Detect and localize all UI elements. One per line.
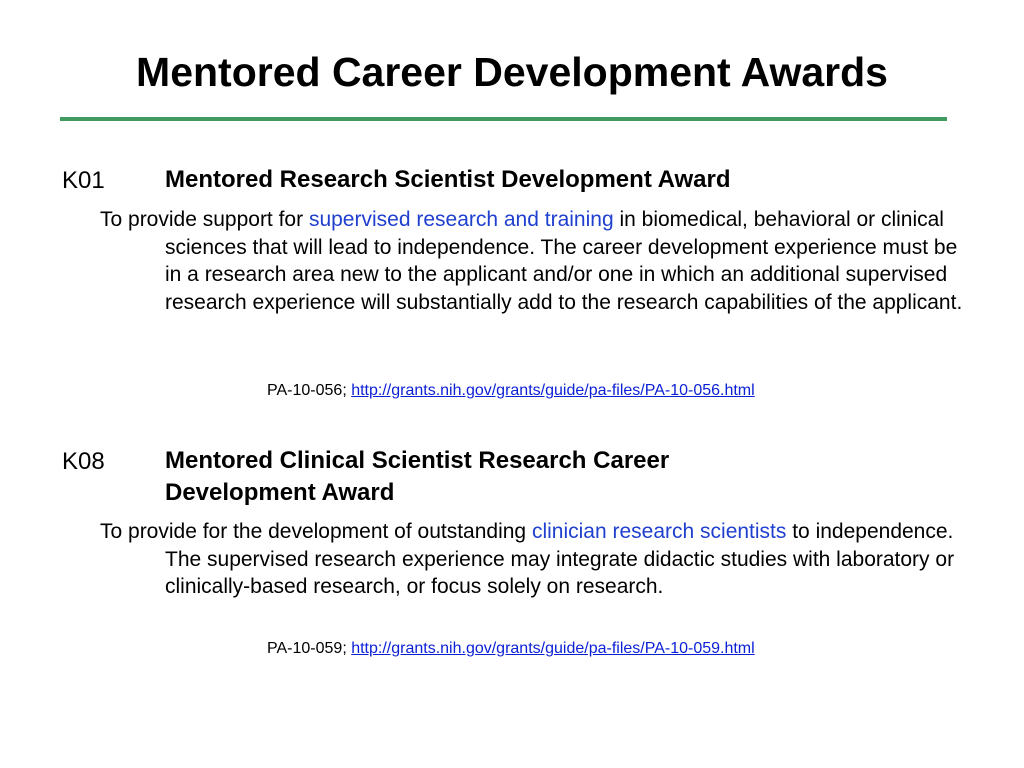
description-highlight: clinician research scientists [531,520,787,543]
reference-separator: ; [342,382,352,399]
award-description [100,206,965,316]
award-description [100,518,965,601]
award-name: Mentored Research Scientist Development Award [165,166,731,193]
title-divider [60,117,947,121]
reference-link[interactable]: http://grants.nih.gov/grants/guide/pa-files/PA-10-059.html [351,640,755,657]
reference-link[interactable]: http://grants.nih.gov/grants/guide/pa-files/PA-10-056.html [351,382,755,399]
reference-id: PA-10-059 [267,640,343,657]
description-highlight: supervised research and training [308,208,614,231]
award-code: K08 [62,448,105,475]
description-text: in biomedical, behavioral or clinical sciences that will lead to independence. The career development experience must be in a research area new to the applicant and/or one in which an additional supervised research experience will substantially add to the research capabilities of the applicant. [165,208,963,314]
description-text: To provide support for [100,208,309,231]
reference-id: PA-10-056 [267,382,343,399]
description-text: To provide for the development of outstanding [100,520,532,543]
slide-title: Mentored Career Development Awards [136,49,888,95]
description-text: to independence. The supervised research experience may integrate didactic studies with laboratory or clinically-based research, or focus solely on research. [165,520,955,598]
award-code: K01 [62,167,105,194]
reference-line [267,380,755,402]
reference-line [267,638,755,660]
reference-separator: ; [342,640,352,657]
award-name: Mentored Clinical Scientist Research Career Development Award [165,447,670,506]
